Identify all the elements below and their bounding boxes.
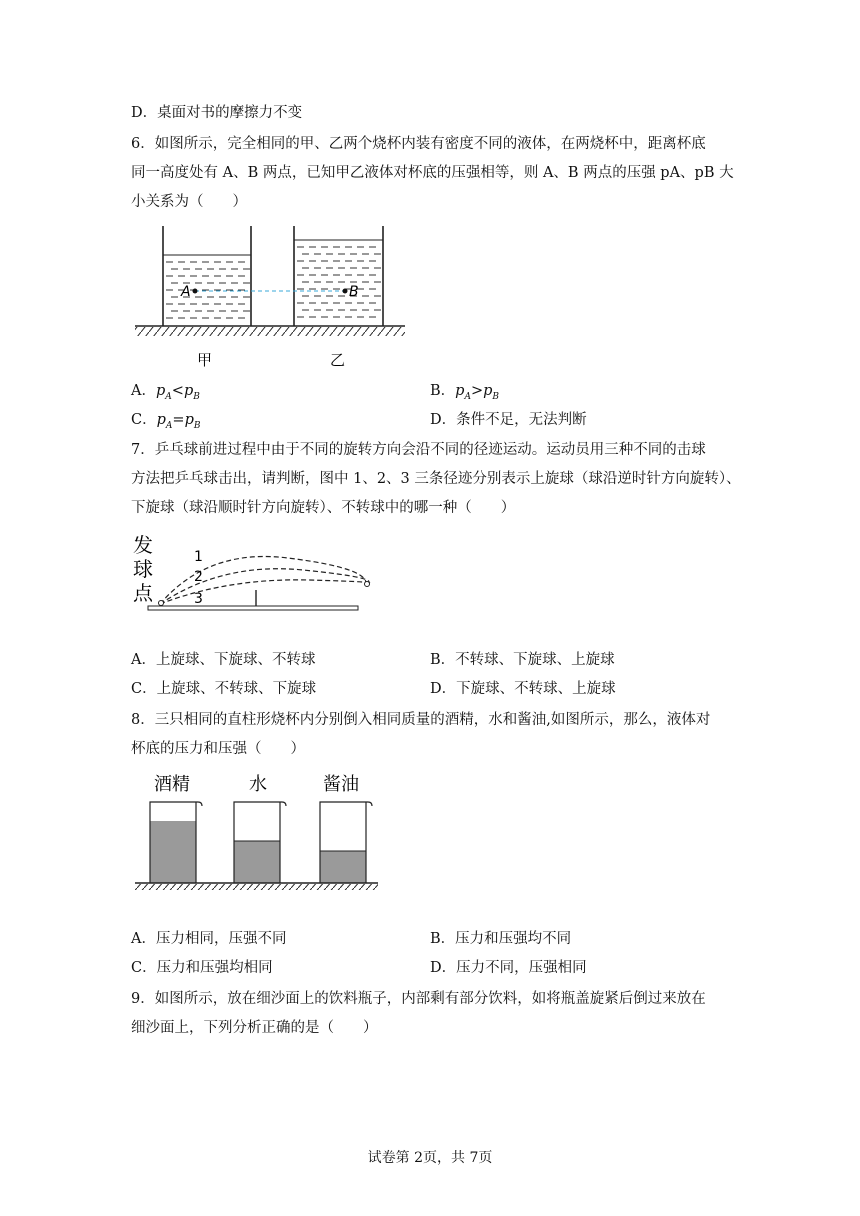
q6-option-c: C．$p_A=p_B$ xyxy=(131,412,201,431)
q7-option-b: B．不转球、下旋球、上旋球 xyxy=(430,652,615,668)
beaker-label-soy-sauce: 酱油 xyxy=(323,774,359,795)
beaker-label-water: 水 xyxy=(249,774,267,795)
point-a xyxy=(193,289,198,294)
q8-stem-line2: 杯底的压力和压强（ ） xyxy=(131,741,305,757)
beaker-soy-sauce xyxy=(320,802,372,883)
q6-option-d: D．条件不足，无法判断 xyxy=(430,412,587,428)
q7-option-d: D．下旋球、不转球、上旋球 xyxy=(430,681,616,697)
q8-option-d: D．压力不同，压强相同 xyxy=(430,960,587,976)
label-dian: 点 xyxy=(133,581,153,605)
q8-beakers-figure xyxy=(130,768,380,898)
label-qiu: 球 xyxy=(133,557,153,581)
q8-option-b: B．压力和压强均不同 xyxy=(430,931,572,947)
q7-stem-line2: 方法把乒乓球击出，请判断，图中 1、2、3 三条径迹分别表示上旋球（球沿逆时针方向旋转）、 xyxy=(131,471,741,487)
q9-stem-line1: 9．如图所示，放在细沙面上的饮料瓶子，内部剩有部分饮料，如将瓶盖旋紧后倒过来放在 xyxy=(131,991,706,1007)
q6-stem-line3: 小关系为（ ） xyxy=(131,194,247,210)
q6-beakers-figure xyxy=(125,222,415,372)
beaker-yi xyxy=(294,226,383,326)
q8-option-a: A．压力相同，压强不同 xyxy=(131,931,287,947)
ball-end xyxy=(365,582,370,587)
caption-jia: 甲 xyxy=(197,351,213,369)
q6-stem-line2: 同一高度处有 A、B 两点，已知甲乙液体对杯底的压强相等，则 A、B 两点的压强 pA、pB 大 xyxy=(131,165,734,181)
path-label-2: 2 xyxy=(194,569,203,585)
beaker-water xyxy=(234,802,286,883)
beaker-alcohol xyxy=(150,802,202,883)
q5-option-d: D．桌面对书的摩擦力不变 xyxy=(131,105,303,121)
beaker-label-alcohol: 酒精 xyxy=(154,774,190,795)
label-fa: 发 xyxy=(133,533,153,557)
table xyxy=(148,606,358,610)
q6-option-a: A．$p_A<p_B$ xyxy=(131,383,200,402)
q7-pingpong-figure xyxy=(128,530,373,615)
q6-option-b: B．$p_A>p_B$ xyxy=(430,383,500,402)
label-a: A xyxy=(181,284,191,300)
trajectory-2 xyxy=(160,569,369,604)
q7-option-c: C．上旋球、不转球、下旋球 xyxy=(131,681,317,697)
beaker-jia xyxy=(163,226,251,326)
q8-stem-line1: 8．三只相同的直柱形烧杯内分别倒入相同质量的酒精，水和酱油,如图所示，那么，液体对 xyxy=(131,712,711,728)
q8-option-c: C．压力和压强均相同 xyxy=(131,960,273,976)
q7-stem-line1: 7．乒乓球前进过程中由于不同的旋转方向会沿不同的径迹运动。运动员用三种不同的击球 xyxy=(131,442,706,458)
page-footer: 试卷第 2页，共 7页 xyxy=(367,1150,493,1166)
label-b: B xyxy=(349,284,359,300)
caption-yi: 乙 xyxy=(330,351,346,369)
q7-option-a: A．上旋球、下旋球、不转球 xyxy=(131,652,316,668)
q9-stem-line2: 细沙面上，下列分析正确的是（ ） xyxy=(131,1020,378,1036)
q7-stem-line3: 下旋球（球沿顺时针方向旋转）、不转球中的哪一种（ ） xyxy=(131,500,516,516)
path-label-1: 1 xyxy=(194,549,203,565)
path-label-3: 3 xyxy=(194,591,203,607)
q6-stem-line1: 6．如图所示，完全相同的甲、乙两个烧杯内装有密度不同的液体，在两烧杯中，距离杯底 xyxy=(131,136,706,152)
trajectory-3 xyxy=(160,580,371,604)
ball-start xyxy=(159,601,164,606)
point-b xyxy=(343,289,348,294)
